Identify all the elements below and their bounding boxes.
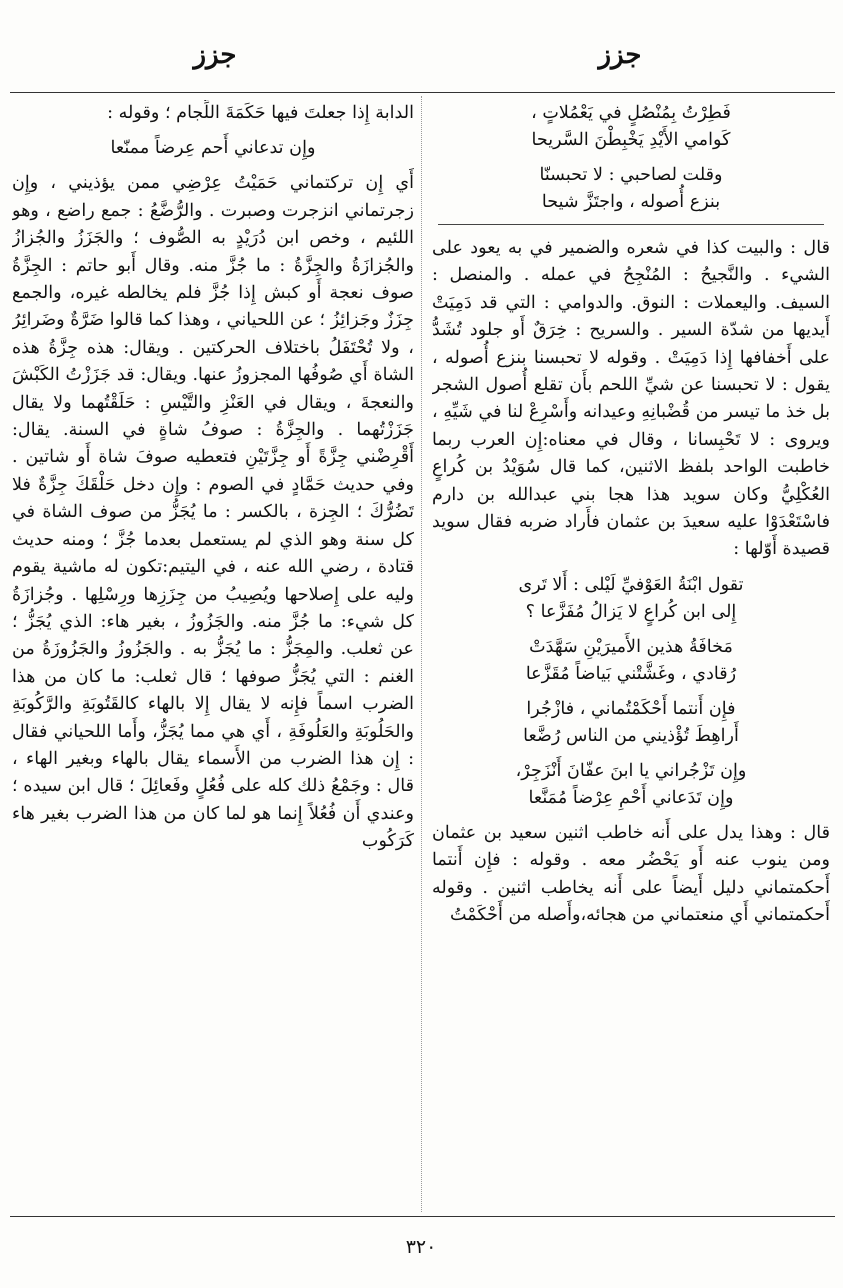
verse-line: أَراهِطَ تُؤْذيني من الناس رُضَّعا bbox=[523, 725, 739, 746]
verse-line: فإِن أَنتما أَحْكَمْتُماني ، فازْجُرا bbox=[526, 698, 736, 719]
verse-line: كَوامي الأَيْدِ يَخْبِطْنَ السَّريحا bbox=[531, 130, 731, 150]
verse-line: وإِن تَزْجُراني يا ابنَ عفّانَ أَنْزَجِرْ، bbox=[515, 760, 747, 781]
body-paragraph: الدابة إِذا جعلتَ فيها حَكَمَةَ اللِّجام ؛ وقوله : bbox=[107, 103, 414, 123]
left-header-title: جزز bbox=[193, 40, 237, 70]
verse-line: وإِن تدعاني أَحم عِرضاً ممنّعا bbox=[110, 138, 316, 159]
verse-line: وقلت لصاحبي : لا تحبسنّا bbox=[539, 165, 723, 185]
header-rule bbox=[10, 92, 835, 93]
body-paragraph: قال : وهذا يدل على أَنه خاطب اثنين سعيد بن عثمان ومن ينوب عنه أَو يَحْضُر معه . وقوله : فإِن أَنتما أَحكمتماني دليل أَيضاً على أَنه يخاطب اثنين . وقوله أَحكمتماني أَي منعتماني من هجائه،وأَصله من أَحْكَمْتُ bbox=[432, 822, 830, 926]
column-divider bbox=[421, 96, 422, 1212]
verse-line: وإِن تَدَعاني أَحْمِ عِرْضاً مُمَنَّعا bbox=[528, 787, 734, 808]
section-rule bbox=[438, 224, 824, 225]
right-header-title: جزز bbox=[598, 40, 642, 70]
verse-line: بنزع أُصوله ، واجتَزَّ شيحا bbox=[541, 192, 721, 212]
footer-rule bbox=[10, 1216, 835, 1217]
verse-line: رُقادي ، وغَشَّتْني بَياضاً مُقَزَّعا bbox=[525, 663, 737, 684]
verse-line: فَطِرْتُ بِمُنْصُلٍ في يَعْمُلاتٍ ، bbox=[531, 103, 731, 123]
left-column bbox=[12, 100, 414, 1210]
verse-line: مَخافَةُ هذين الأَميرَيْنِ سَهَّدَتْ bbox=[529, 636, 733, 657]
page-number: ٣٢٠ bbox=[405, 1236, 437, 1258]
body-paragraph: أَي إِن تركتماني حَمَيْتُ عِرْضِي ممن يؤذيني ، وإِن زجرتماني انزجرت وصبرت . والرُّضَّعُ : جمع راضع ، وهو اللئيم ، وخص ابن دُرَيْدٍ به الصُّوف ؛ والجَزَزُ والجُزازُ والجُزازَةُ والجِزَّةُ : ما جُزَّ منه. وقال أَبو حاتم : الجِزَّةُ صوف نعجة أَو كبش إِذا جُزَّ فلم يخالطه غيره، والجمع جِزَزٌ وجَزائِزُ ؛ عن اللحياني ، وهذا كما قالوا ضَرَّةٌ وضَرائِرُ ، ولا تُحْتَفَلُ باختلاف الحركتين . ويقال: هذه جِزَّةُ هذه الشاة أَي صُوفُها المجزوزُ عنها. ويقال: قد جَزَزْتُ الكَبْشَ والنعجةَ ، ويقال في العَنْزِ والتَّيْسِ : حَلَقْتُهما ولا يقال جَزَزْتُهما . والجِزَّةُ : صوفُ شاةٍ في السنة. يقال: أَقْرِضْني جِزَّةً أَو جِزَّتَيْنِ فتعطيه صوفَ شاة أَو شاتين . وفي حديث حَمَّادٍ في الصوم : وإِن دخل حَلْقَكَ جِزَّةٌ فلا تَضُرُّكَ ؛ الجِزة ، بالكسر : ما يُجَزُّ من صوف الشاة في كل سنة وهو الذي لم يستعمل بعدما جُزَّ ؛ ومنه حديث قتادة ، رضي الله عنه ، في اليتيم:تكون له ماشية يقوم وليه على إِصلاحها ويُصِيبُ من جِزَزِها ورِسْلِها . وجُزازَةُ كل شيء: ما جُزَّ منه. والجَزُوزُ ، بغير هاء: الذي يُجَزُّ ؛ عن ثعلب. والمِجَزُّ : ما يُجَزُّ به . والجَزُوزُ والجَزُوزَةُ من الغنم : التي يُجَزُّ صوفها ؛ قال ثعلب: ما كان من هذا الضرب اسماً فإِنه لا يقال إِلا بالهاء كالقَتُوبَةِ والرَّكُوبَةِ والحَلُوبَةِ والعَلُوفَةِ ، أَي هي مما يُجَزُّ، وأَما اللحياني فقال : إِن هذا الضرب من الأَسماء يقال بالهاء وبغير الهاء ، قال : وجَمْعُ ذلك كله على فُعُلٍ وفَعائِلَ ؛ قال ابن سيده ؛ وعندي أَن فُعُلاً إِنما هو لما كان من هذا الضرب بغير هاء كَرَكُوب bbox=[12, 173, 414, 852]
body-paragraph: قال : والبيت كذا في شعره والضمير في به يعود على الشيء . والنَّجيحُ : المُنْجِحُ في عمله . والمنصل : السيف. واليعملات : النوق. والدوامي : التي قد دَمِيَتْ أَيديها من شدّة السير . والسريح : خِرَقٌ أَو جلود تُشَدُّ على أَخفافها إِذا دَمِيَتْ . وقوله لا تحبسنا بنزع أُصوله ، يقول : لا تحبسنا عن شيِّ اللحم بأَن تقلع أُصول الشجر بل خذ ما تيسر من قُضْبانِهِ وعيدانه وأَسْرِعْ لنا في شَيِّهِ ، ويروى : لا تَحْبِسانا ، وقال في معناه:إِن العرب ربما خاطبت الواحد بلفظ الاثنين، كما قال سُوَيْدُ بن كُراعٍ العُكْلِيُّ وكان سويد هذا هجا بني عبدالله بن دارم فاسْتَعْدَوْا عليه سعيدَ بن عثمان فأَراد ضربه فقال سويد قصيدة أَوّلها : bbox=[432, 238, 830, 560]
right-column bbox=[432, 100, 830, 1210]
verse-line: تقول ابْنَةُ العَوْفيِّ لَيْلى : أَلا تَرى bbox=[518, 574, 744, 595]
verse-line: إِلى ابن كُراعٍ لا يَزالُ مُفَزَّعا ؟ bbox=[525, 601, 737, 622]
